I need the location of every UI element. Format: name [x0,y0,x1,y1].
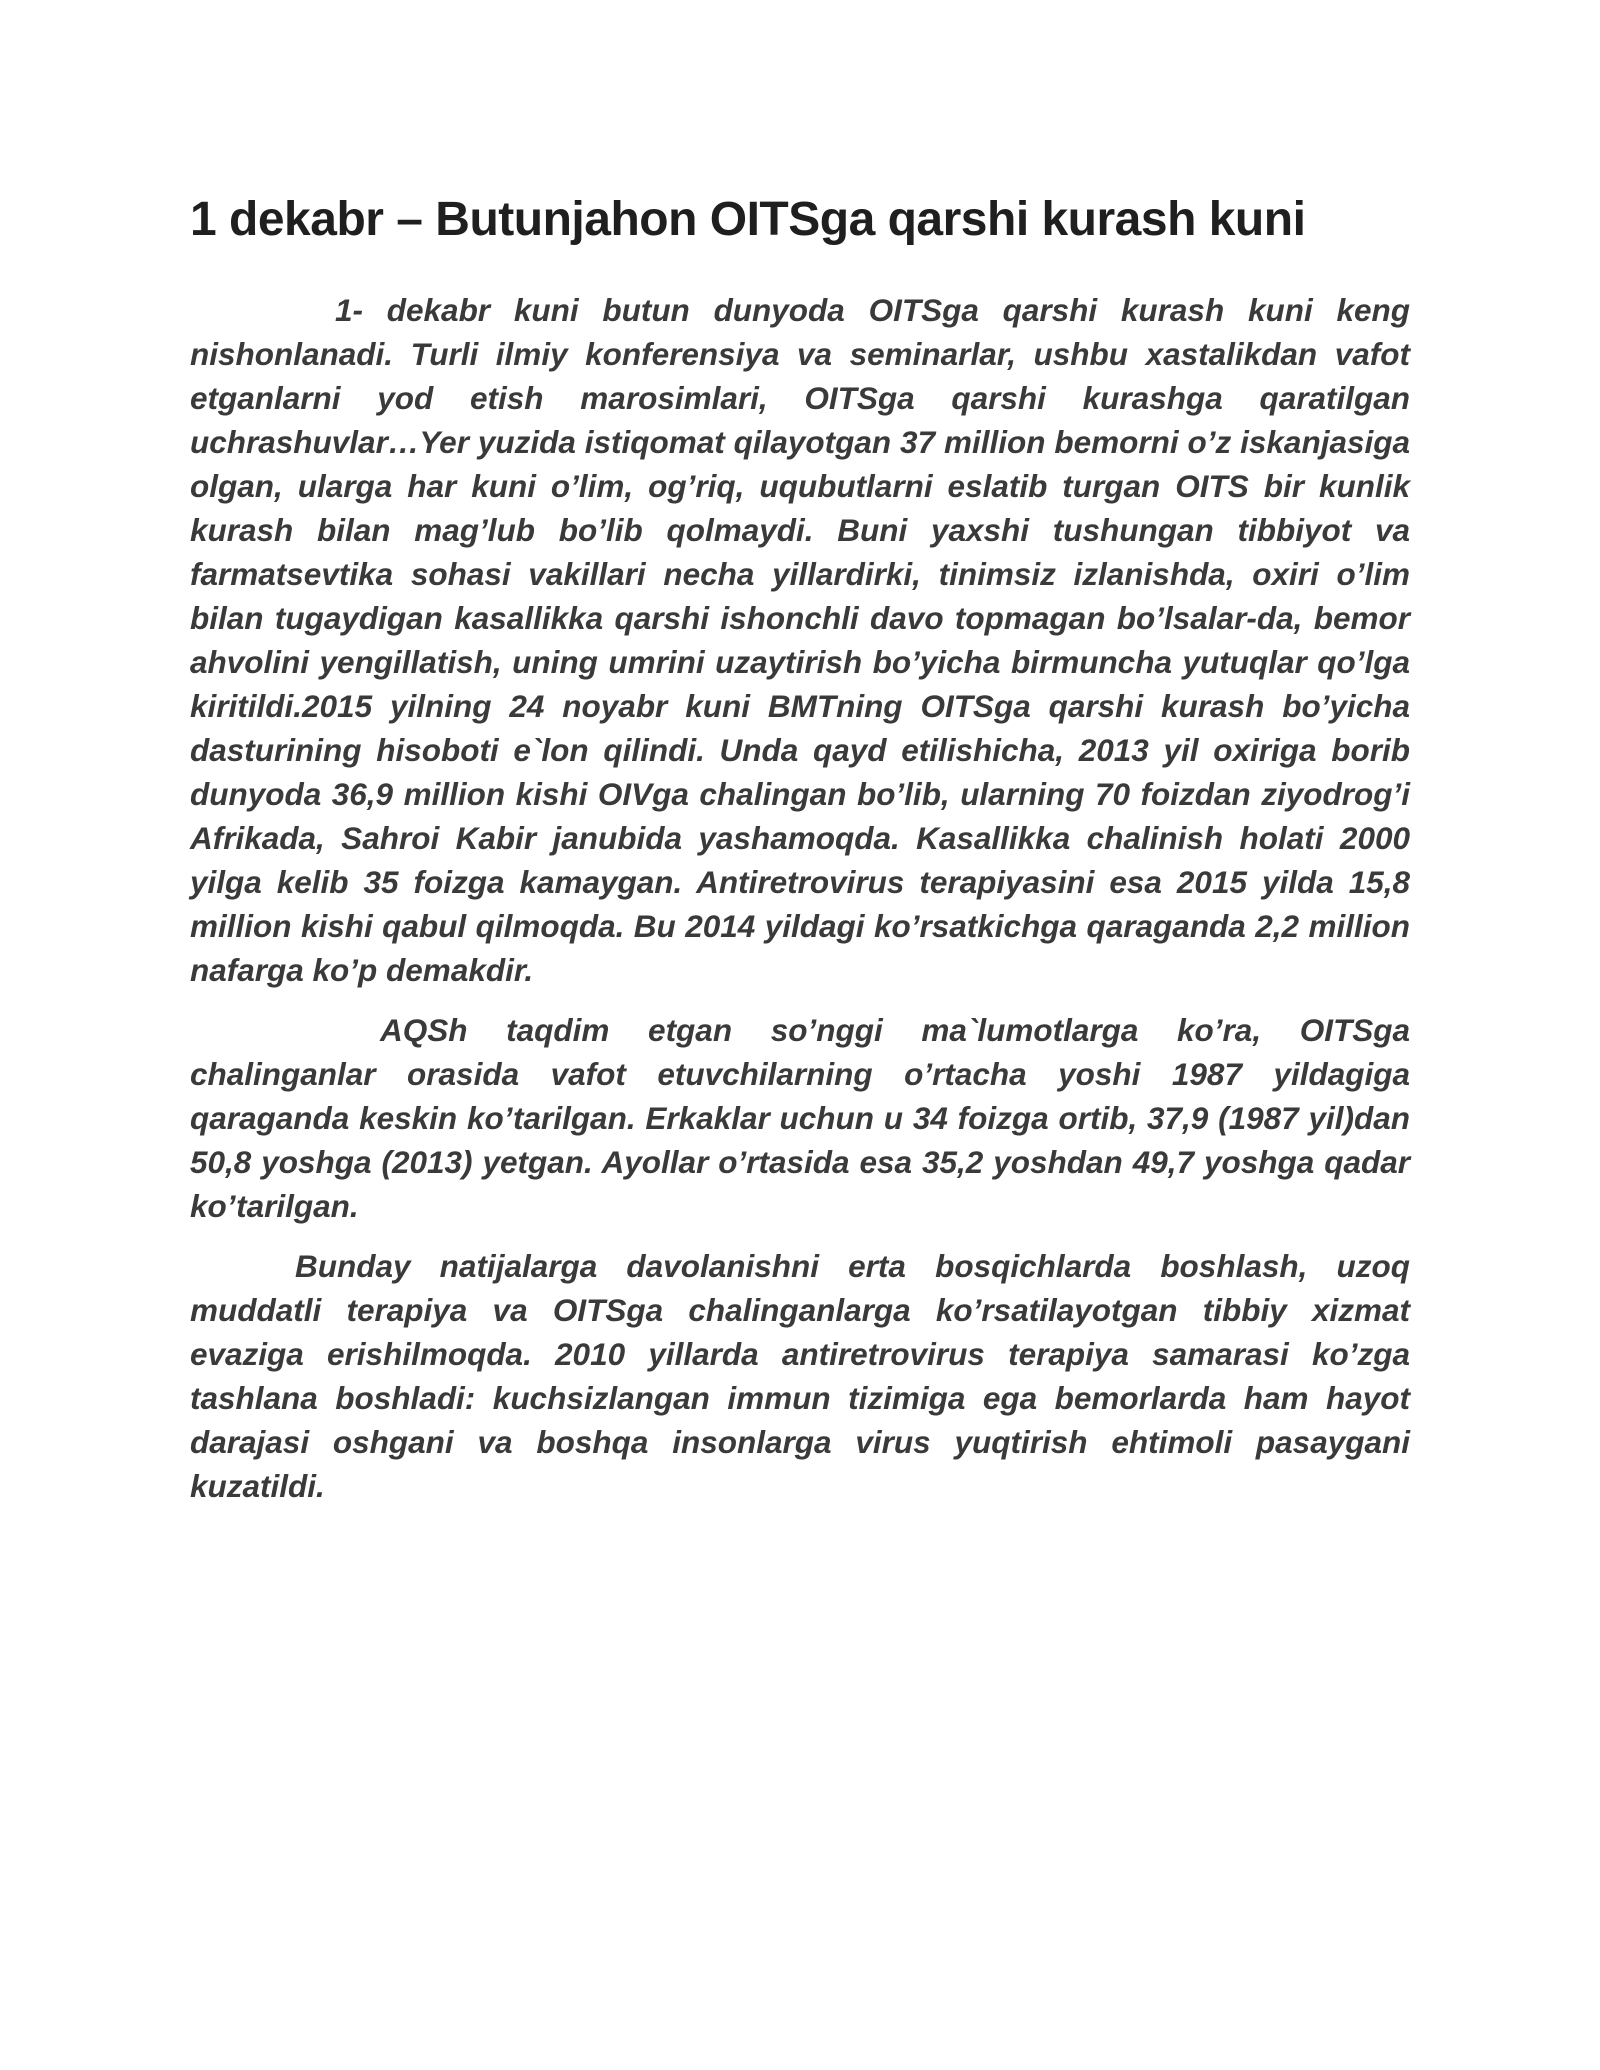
document-title: 1 dekabr – Butunjahon OITSga qarshi kurash kuni [190,193,1306,246]
paragraph-2: AQSh taqdim etgan so’nggi ma`lumotlarga ko’ra, OITSga chalinganlar orasida vafot etuvchilarning o’rtacha yoshi 1987 yildagiga qaraganda keskin ko’tarilgan. Erkaklar uchun u 34 foizga ortib, 37,9 (1987 yil)dan 50,8 yoshga (2013) yetgan. Ayollar o’rtasida esa 35,2 yoshdan 49,7 yoshga qadar ko’tarilgan. [190,1012,1410,1224]
document-content [190,180,1410,1508]
paragraph-3: Bunday natijalarga davolanishni erta bosqichlarda boshlash, uzoq muddatli terapiya va OITSga chalinganlarga ko’rsatilayotgan tibbiy xizmat evaziga erishilmoqda. 2010 yillarda antiretrovirus terapiya samarasi ko’zga tashlana boshladi: kuchsizlangan immun tizimiga ega bemorlarda ham hayot darajasi oshgani va boshqa insonlarga virus yuqtirish ehtimoli pasaygani kuzatildi. [190,1248,1410,1504]
paragraph-1: 1- dekabr kuni butun dunyoda OITSga qarshi kurash kuni keng nishonlanadi. Turli ilmiy konferensiya va seminarlar, ushbu xastalikdan vafot etganlarni yod etish marosimlari, OITSga qarshi kurashga qaratilgan uchrashuvlar…Yer yuzida istiqomat qilayotgan 37 million bemorni o’z iskanjasiga olgan, ularga har kuni o’lim, og’riq, uqubutlarni eslatib turgan OITS bir kunlik kurash bilan mag’lub bo’lib qolmaydi. Buni yaxshi tushungan tibbiyot va farmatsevtika sohasi vakillari necha yillardirki, tinimsiz izlanishda, oxiri o’lim bilan tugaydigan kasallikka qarshi ishonchli davo topmagan bo’lsalar-da, bemor ahvolini yengillatish, uning umrini uzaytirish bo’yicha birmuncha yutuqlar qo’lga kiritildi.2015 yilning 24 noyabr kuni BMTning OITSga qarshi kurash bo’yicha dasturining hisoboti e`lon qilindi. Unda qayd etilishicha, 2013 yil oxiriga borib dunyoda 36,9 million kishi OIVga chalingan bo’lib, ularning 70 foizdan ziyodrog’i Afrikada, Sahroi Kabir janubida yashamoqda. Kasallikka chalinish holati 2000 yilga kelib 35 foizga kamaygan. Antiretrovirus terapiyasini esa 2015 yilda 15,8 million kishi qabul qilmoqda. Bu 2014 yildagi ko’rsatkichga qaraganda 2,2 million nafarga ko’p demakdir. [190,292,1410,988]
